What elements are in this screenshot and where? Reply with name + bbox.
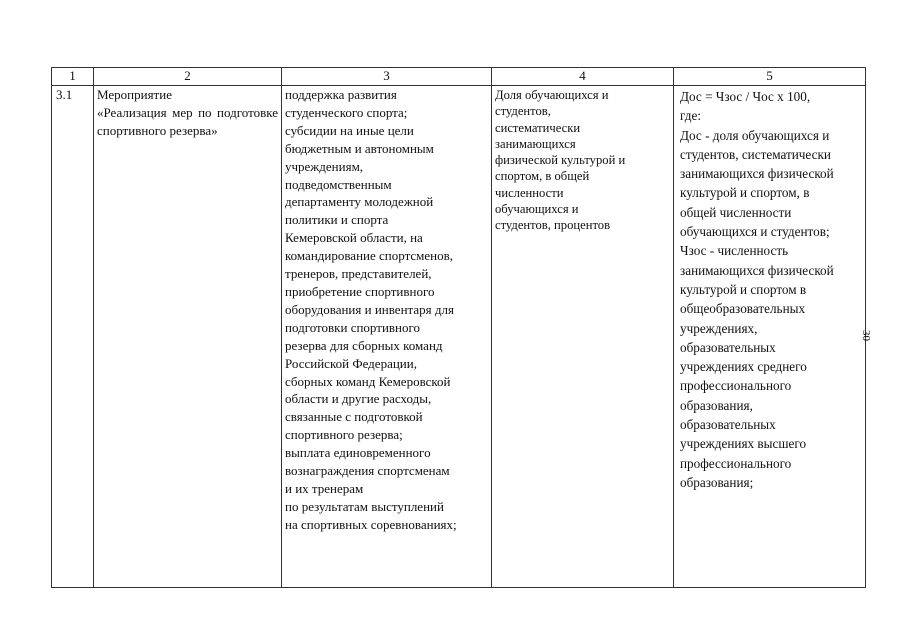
text-line: обучающихся и студентов; — [680, 224, 830, 240]
text-line: оборудования и инвентаря для — [285, 301, 454, 317]
table-header-row — [52, 68, 866, 86]
text-line: занимающихся физической — [680, 166, 834, 182]
text-line: профессионального — [680, 455, 792, 471]
text-line: области и другие расходы, — [285, 391, 432, 407]
text-line: образовательных — [680, 339, 776, 355]
text-line: и их тренерам — [285, 480, 364, 496]
text-line: систематически — [495, 120, 581, 135]
measure-name-cell — [94, 86, 282, 588]
text-line: департаменту молодежной — [285, 194, 434, 210]
text-line: Кемеровской области, на — [285, 230, 423, 246]
measure-title: «Реализация мер по подготовке спортивного резерва» — [97, 104, 278, 138]
text-line: спортом, в общей — [495, 169, 590, 184]
text-line: образовательных — [680, 417, 776, 433]
text-line: по результатам выступлений — [285, 498, 444, 514]
text-line: политики и спорта — [285, 212, 389, 228]
text-line: общей численности — [680, 204, 792, 220]
text-line: Дос - доля обучающихся и — [680, 127, 830, 143]
text-line: субсидии на иные цели — [285, 122, 414, 138]
text-line: Доля обучающихся и — [495, 88, 609, 102]
text-line: Дос = Чзос / Чос х 100, — [680, 89, 811, 104]
row-number-cell: 3.1 — [52, 86, 94, 588]
text-line: вознаграждения спортсменам — [285, 463, 450, 479]
text-line: физической культурой и — [495, 153, 626, 168]
measure-label: Мероприятие — [97, 87, 172, 102]
text-line: Российской Федерации, — [285, 355, 417, 371]
text-line: командирование спортсменов, — [285, 248, 454, 264]
formula-cell — [674, 86, 866, 588]
text-line: студентов, — [495, 104, 551, 119]
header-cell-3: 3 — [282, 68, 492, 86]
header-cell-4: 4 — [492, 68, 674, 86]
text-line: Чзос - численность — [680, 243, 789, 259]
text-line: поддержка развития — [285, 87, 397, 102]
text-line: спортивного резерва; — [285, 427, 403, 443]
text-line: занимающихся физической — [680, 262, 834, 278]
text-line: тренеров, представителей, — [285, 266, 432, 282]
text-line: учреждениях высшего — [680, 436, 807, 452]
text-line: профессионального — [680, 378, 792, 394]
table-row — [52, 86, 866, 588]
text-line: учреждениях среднего — [680, 359, 807, 375]
text-line: занимающихся — [495, 136, 576, 151]
header-cell-5: 5 — [674, 68, 866, 86]
text-line: бюджетным и автономным — [285, 140, 434, 156]
text-line: учреждениям, — [285, 158, 364, 174]
text-line: подготовки спортивного — [285, 319, 421, 335]
text-line: учреждениях, — [680, 320, 758, 336]
text-line: студенческого спорта; — [285, 104, 408, 120]
header-cell-1: 1 — [52, 68, 94, 86]
text-line: обучающихся и — [495, 202, 579, 217]
text-line: общеобразовательных — [680, 301, 806, 317]
text-line: подведомственным — [285, 176, 392, 192]
text-line: сборных команд Кемеровской — [285, 373, 451, 389]
text-line: где: — [680, 108, 701, 124]
text-line: культурой и спортом, в — [680, 185, 810, 201]
text-line: студентов, систематически — [680, 146, 831, 162]
text-line: студентов, процентов — [495, 218, 611, 233]
text-line: образования, — [680, 397, 753, 413]
text-line: резерва для сборных команд — [285, 337, 443, 353]
text-line: приобретение спортивного — [285, 283, 435, 299]
indicator-table — [51, 67, 866, 588]
page-number: 30 — [860, 330, 872, 341]
text-line: культурой и спортом в — [680, 281, 807, 297]
measure-description-cell — [282, 86, 492, 588]
text-line: образования; — [680, 474, 754, 490]
indicator-name-cell — [492, 86, 674, 588]
text-line: численности — [495, 185, 564, 200]
text-line: связанные с подготовкой — [285, 409, 423, 425]
text-line: на спортивных соревнованиях; — [285, 516, 457, 532]
header-cell-2: 2 — [94, 68, 282, 86]
text-line: выплата единовременного — [285, 445, 431, 461]
